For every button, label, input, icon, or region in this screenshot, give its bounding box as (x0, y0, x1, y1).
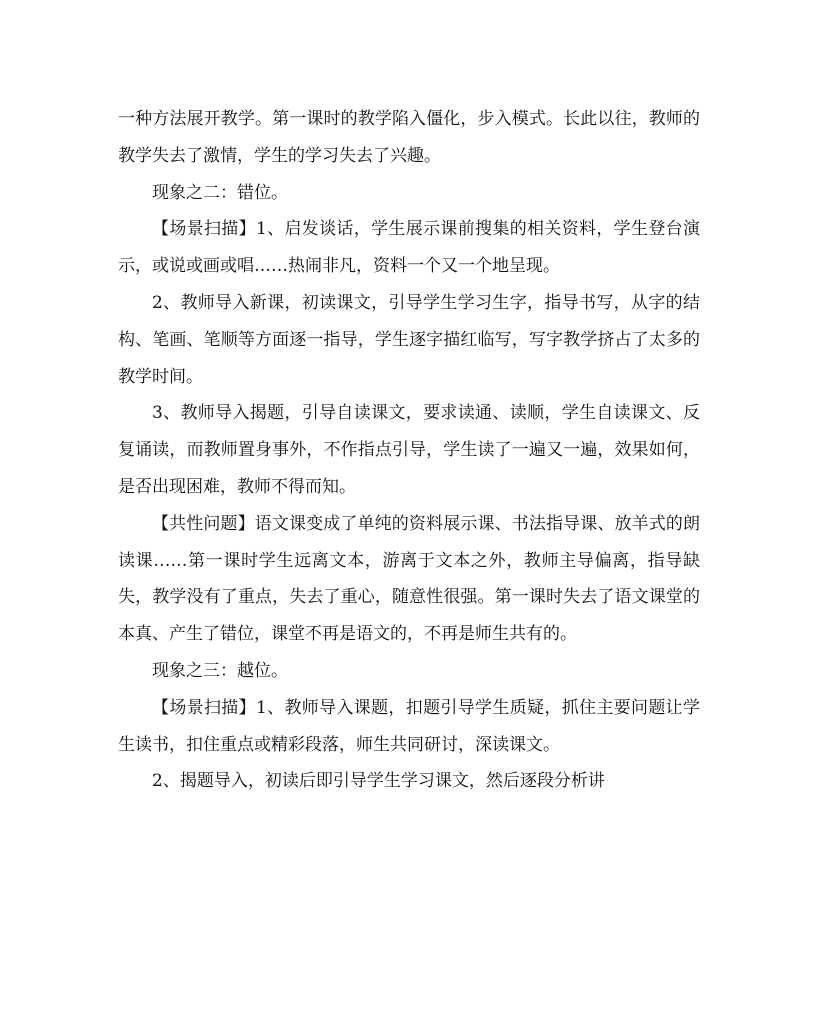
paragraph-1: 一种方法展开教学。第一课时的教学陷入僵化，步入模式。长此以往，教师的教学失去了激情，学生的学习失去了兴趣。 (118, 109, 700, 166)
paragraph-2-heading: 现象之二：错位。 (152, 182, 288, 203)
paragraph-9: 2、揭题导入，初读后即引导学生学习课文，然后逐段分析讲 (152, 771, 605, 792)
paragraph-5: 3、教师导入揭题，引导自读课文，要求读通、读顺，学生自读课文、反复诵读，而教师置身事外，不作指点引导，学生读了一遍又一遍，效果如何，是否出现困难，教师不得而知。 (118, 403, 700, 497)
paragraph-4: 2、教师导入新课，初读课文，引导学生学习生字，指导书写，从字的结构、笔画、笔顺等方面逐一指导，学生逐字描红临写，写字教学挤占了太多的教学时间。 (118, 292, 700, 387)
paragraph-3: 【场景扫描】1、启发谈话，学生展示课前搜集的相关资料，学生登台演示，或说或画或唱……热闹非凡，资料一个又一个地呈现。 (118, 219, 700, 277)
body-text (118, 101, 700, 800)
paragraph-8: 【场景扫描】1、教师导入课题，扣题引导学生质疑，抓住主要问题让学生读书，扣住重点或精彩段落，师生共同研讨，深读课文。 (118, 697, 700, 755)
paragraph-6: 【共性问题】语文课变成了单纯的资料展示课、书法指导课、放羊式的朗读课……第一课时学生远离文本，游离于文本之外，教师主导偏离，指导缺失，教学没有了重点，失去了重心，随意性很强。第一课时失去了语文课堂的本真、产生了错位，课堂不再是语文的，不再是师生共有的。 (118, 513, 700, 645)
paragraph-7-heading: 现象之三：越位。 (152, 660, 288, 681)
